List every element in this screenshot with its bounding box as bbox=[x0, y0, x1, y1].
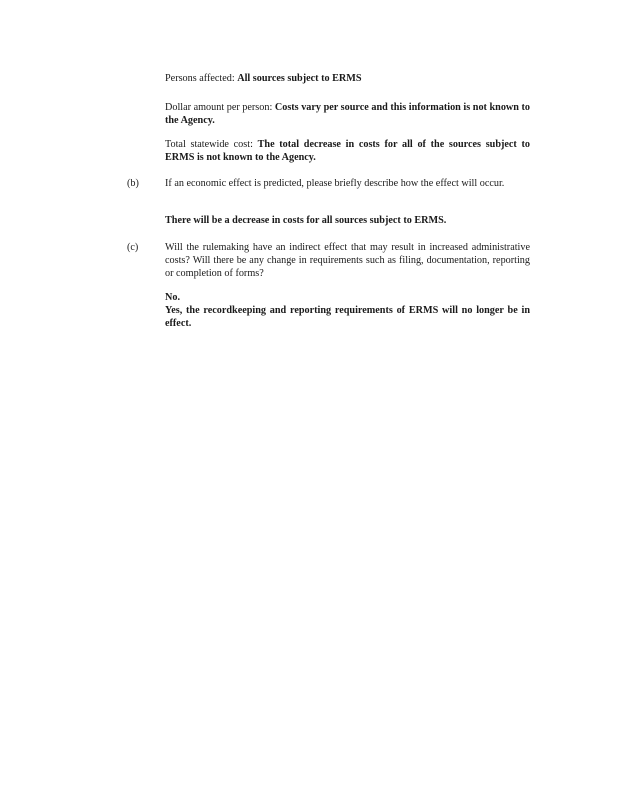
persons-affected bbox=[165, 72, 530, 85]
dollar-amount-lead: Dollar amount per person: bbox=[165, 102, 273, 113]
item-b-label: (b) bbox=[127, 178, 139, 189]
item-c-answer-no: No. bbox=[165, 292, 180, 303]
statewide-cost-answer: The total decrease in costs for all of the sources subject to ERMS is not known to the Agency. bbox=[165, 139, 530, 163]
persons-affected-answer: All sources subject to ERMS bbox=[237, 73, 362, 84]
persons-affected-lead: Persons affected: bbox=[165, 73, 235, 84]
statewide-cost-lead: Total statewide cost: bbox=[165, 139, 253, 150]
item-c-question: Will the rulemaking have an indirect effect that may result in increased administrative costs? Will there be any change in requirements such as filing, documentation, reporting or completion of forms? bbox=[165, 242, 530, 279]
item-b-question: If an economic effect is predicted, please briefly describe how the effect will occur. bbox=[165, 178, 505, 189]
item-c-label: (c) bbox=[127, 242, 139, 253]
statewide-cost bbox=[165, 138, 530, 164]
item-c-answer-yes: Yes, the recordkeeping and reporting requirements of ERMS will no longer be in effect. bbox=[165, 305, 530, 329]
dollar-amount-answer: Costs vary per source and this information is not known to the Agency. bbox=[165, 102, 530, 126]
dollar-amount bbox=[165, 101, 530, 127]
item-b-answer: There will be a decrease in costs for all sources subject to ERMS. bbox=[165, 215, 447, 226]
